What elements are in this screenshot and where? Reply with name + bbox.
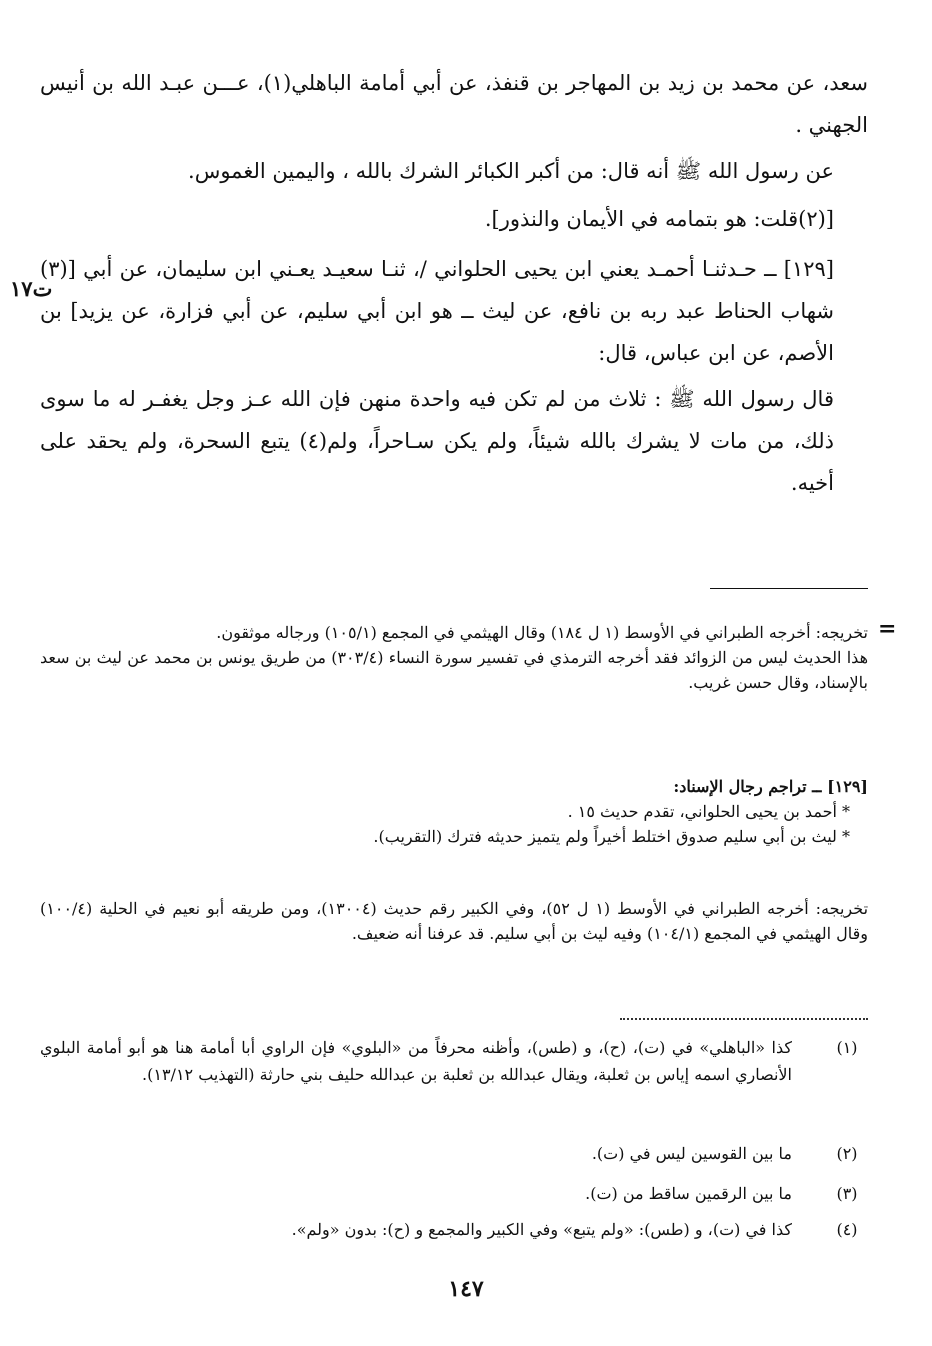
margin-equals-mark: = [878,616,897,642]
takhrij-section-1 [40,620,868,695]
footnote-divider [620,1018,868,1020]
biographies-heading: [١٢٩] ــ تراجم رجال الإسناد: [673,777,868,796]
footnote-3 [40,1180,872,1207]
footnote-text: ما بين الرقمين ساقط من (ت). [585,1184,792,1203]
footnote-number: (٤) [836,1220,858,1239]
takhrij-section-2 [40,896,868,946]
footnote-text: كذا «الباهلي» في (ت)، (ح)، و (طس)، وأظنه محرفاً من «البلوي» فإن الراوي أبا أمامة هنا هو أبو أمامة البلوي الأنصاري اسمه إياس بن ثعلبة، ويقال عبدالله بن ثعلبة بن عبدالله حليف بني حارثة (التهذيب ١٣/١٢). [40,1038,792,1084]
footnote-text: كذا في (ت)، و (طس): «ولم يتبع» وفي الكبير والمجمع و (ح): بدون «ولم». [291,1220,792,1239]
paragraph-hadith-129-text: قال رسول الله ﷺ : ثلاث من لم تكن فيه واحدة منهن فإن الله عـز وجل يغفـر له ما سوى ذلك، من مات لا يشرك بالله شيئاً، ولم يكن سـاحراً، ولم(٤) يتبع السحرة، ولم يحقد على أخيه. [40,387,835,495]
margin-page-reference: ت١٧ [10,276,53,301]
footnote-text: ما بين القوسين ليس في (ت). [591,1144,792,1163]
footnote-number: (٣) [836,1184,858,1203]
separator-line [710,588,868,589]
page-number: ١٤٧ [448,1276,484,1302]
footnote-number: (٢) [836,1144,858,1163]
footnote-number: (١) [836,1038,858,1057]
takhrij-2-paragraph: تخريجه: أخرجه الطبراني في الأوسط (١ ل ٥٢)، وفي الكبير رقم حديث (١٣٠٠٤)، ومن طريقه أبو نعيم في الحلية (١٠٠/٤) وقال الهيثمي في المجمع (١٠٤/١) وفيه ليث بن أبي سليم. قد عرفنا أنه ضعيف. [40,899,869,943]
footnote-2 [40,1140,872,1167]
paragraph-editor-note: [(٢)قلت: هو بتمامه في الأيمان والنذور]. [484,207,834,231]
narrator-biographies [40,774,868,849]
paragraph-isnad-continuation: سعد، عن محمد بن زيد بن المهاجر بن قنفذ، عن أبي أمامة الباهلي(١)، عـــن عبـد الله بن أنيس الجهني . [40,71,868,137]
main-text [40,62,868,504]
paragraph-hadith-text: عن رسول الله ﷺ أنه قال: من أكبر الكبائر الشرك بالله ، واليمين الغموس. [188,159,834,183]
footnote-4 [40,1216,872,1243]
biography-item-1: * أحمد بن يحيى الحلواني، تقدم حديث ١٥ . [567,802,850,821]
paragraph-hadith-129-isnad: [١٢٩] ــ حـدثنـا أحمـد يعني ابن يحيى الحلواني /، ثنـا سعيـد يعـني ابن سليمان، عن أبي [(٣) شهاب الحناط عبد ربه بن نافع، عن ليث ــ هو ابن أبي سليم، عن أبي فزارة، عن يزيد] بن الأصم، عن ابن عباس، قال: [40,257,835,365]
takhrij-1-paragraph-b: هذا الحديث ليس من الزوائد فقد أخرجه الترمذي في تفسير سورة النساء (٣٠٣/٤) من طريق يونس بن محمد عن ليث بن سعد بالإسناد، وقال حسن غريب. [40,648,869,692]
takhrij-1-paragraph-a: تخريجه: أخرجه الطبراني في الأوسط (١ ل ١٨٤) وقال الهيثمي في المجمع (١٠٥/١) ورجاله موثقون. [216,623,868,642]
biography-item-2: * ليث بن أبي سليم صدوق اختلط أخيراً ولم يتميز حديثه فترك (التقريب). [373,827,850,846]
footnote-1 [40,1034,872,1088]
